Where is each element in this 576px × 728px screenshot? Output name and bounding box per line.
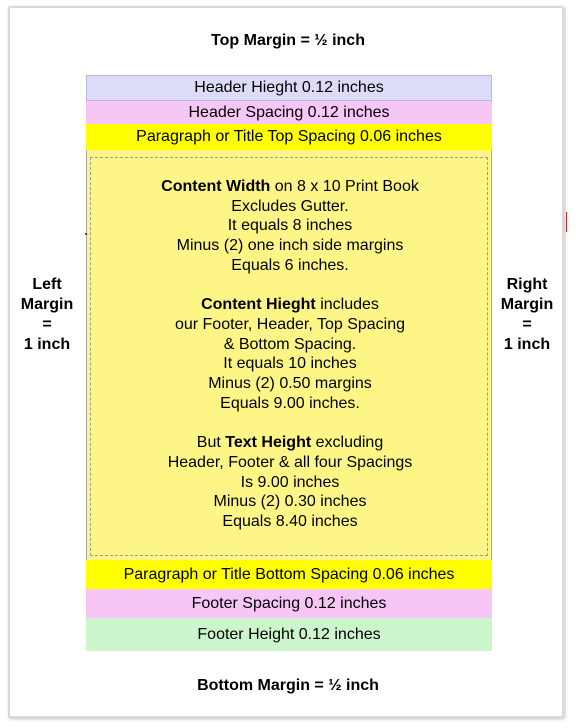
top-margin-label: Top Margin = ½ inch bbox=[211, 32, 365, 49]
text-height-heading bbox=[87, 433, 493, 453]
footer-spacing-band bbox=[86, 589, 492, 618]
text-height-line: Minus (2) 0.30 inches bbox=[213, 493, 367, 511]
header-height-label: Header Hieght 0.12 inches bbox=[194, 79, 384, 96]
right-margin-line: Margin bbox=[500, 296, 554, 313]
left-margin-line: Margin bbox=[20, 296, 74, 313]
text-height-pre: But bbox=[196, 434, 226, 452]
content-height-line: our Footer, Header, Top Spacing bbox=[174, 315, 406, 333]
text-height-rest: excluding bbox=[311, 434, 384, 452]
content-width-line: Excludes Gutter. bbox=[231, 197, 349, 215]
content-width-line: Minus (2) one inch side margins bbox=[176, 237, 404, 255]
content-height-line: It equals 10 inches bbox=[223, 355, 357, 373]
text-height-bold: Text Height bbox=[225, 434, 312, 452]
footer-height-label: Footer Height 0.12 inches bbox=[197, 625, 381, 643]
content-width-line: It equals 8 inches bbox=[227, 217, 353, 235]
content-width-heading bbox=[87, 177, 493, 197]
content-height-heading bbox=[87, 295, 493, 315]
paragraph-top-spacing-label: Paragraph or Title Top Spacing 0.06 inches bbox=[136, 128, 442, 145]
content-height-paragraph bbox=[87, 295, 493, 413]
content-height-line: & Bottom Spacing. bbox=[223, 335, 357, 353]
content-height-line: Equals 9.00 inches. bbox=[220, 394, 360, 412]
left-margin-line: Left bbox=[32, 276, 62, 293]
content-height-rest: includes bbox=[315, 296, 379, 314]
left-margin-line: 1 inch bbox=[23, 336, 71, 353]
left-margin-label bbox=[7, 275, 87, 355]
content-width-rest: on 8 x 10 Print Book bbox=[270, 178, 419, 195]
header-spacing-label: Header Spacing 0.12 inches bbox=[188, 103, 390, 121]
footer-spacing-label: Footer Spacing 0.12 inches bbox=[191, 594, 387, 612]
right-margin-label bbox=[487, 275, 567, 355]
right-edge-marker bbox=[566, 212, 567, 232]
text-height-line: Is 9.00 inches bbox=[240, 473, 340, 491]
right-margin-line: 1 inch bbox=[503, 336, 551, 353]
paragraph-bottom-spacing-band bbox=[86, 560, 492, 589]
content-width-line: Equals 6 inches. bbox=[231, 256, 349, 274]
paragraph-top-spacing-band bbox=[86, 124, 492, 150]
content-area bbox=[86, 150, 492, 560]
content-width-bold: Content Width bbox=[161, 178, 271, 195]
content-height-line: Minus (2) 0.50 margins bbox=[208, 375, 372, 393]
right-margin-line: = bbox=[522, 316, 532, 333]
text-height-line: Equals 8.40 inches bbox=[222, 512, 358, 530]
footer-height-band bbox=[86, 618, 492, 651]
header-height-band bbox=[86, 75, 492, 101]
text-height-paragraph bbox=[87, 433, 493, 532]
left-margin-line: = bbox=[42, 316, 52, 333]
content-height-bold: Content Hieght bbox=[201, 296, 316, 314]
text-height-line: Header, Footer & all four Spacings bbox=[167, 453, 413, 471]
header-spacing-band bbox=[86, 101, 492, 124]
paragraph-bottom-spacing-label: Paragraph or Title Bottom Spacing 0.06 inches bbox=[123, 565, 455, 583]
bottom-margin-label: Bottom Margin = ½ inch bbox=[197, 677, 379, 694]
content-text bbox=[87, 177, 493, 551]
left-edge-marker bbox=[85, 233, 87, 235]
right-margin-line: Right bbox=[506, 276, 548, 293]
content-width-paragraph bbox=[87, 177, 493, 276]
